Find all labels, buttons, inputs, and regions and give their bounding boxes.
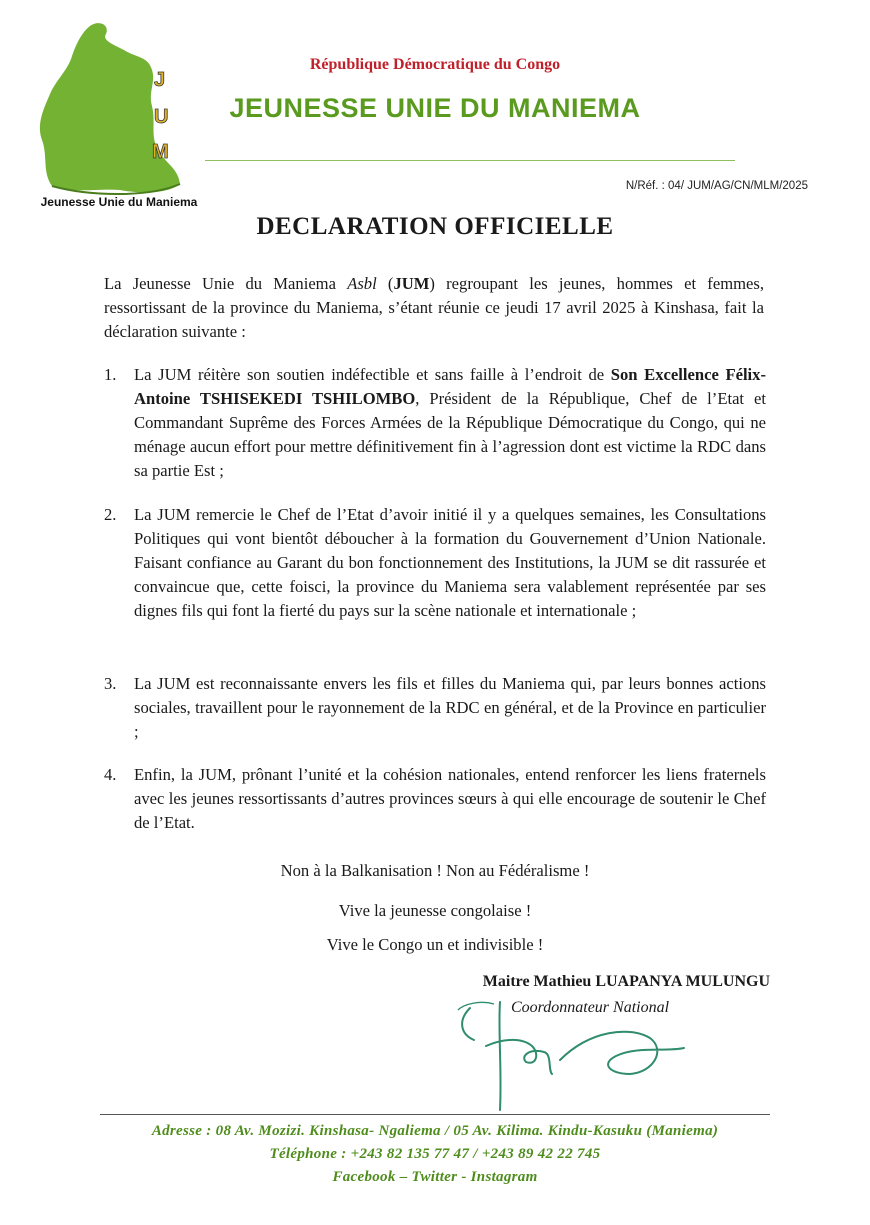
- signer-name: Maitre Mathieu LUAPANYA MULUNGU: [482, 973, 770, 990]
- declaration-item-4: [104, 763, 766, 835]
- item-number: 4.: [104, 765, 117, 784]
- logo-letter-u: U: [154, 106, 169, 128]
- item-text: [134, 363, 766, 483]
- item-number: 3.: [104, 674, 117, 693]
- item-number: 1.: [104, 365, 117, 384]
- intro-jum: JUM: [393, 274, 430, 293]
- header-divider: [205, 160, 735, 161]
- country-name: République Démocratique du Congo: [309, 56, 561, 73]
- item-text-part-2: , Président de la République, Chef de l’Etat et Commandant Suprême des Forces Armées de la République Démocratique du Congo, qui ne ménage aucun effort pour mettre définitivement fin à l’agression dont est victime la RDC dans sa partie Est ;: [134, 389, 766, 480]
- logo-letter-m: M: [152, 141, 169, 163]
- footer-address: Adresse : 08 Av. Mozizi. Kinshasa- Ngaliema / 05 Av. Kilima. Kindu-Kasuku (Maniema): [151, 1123, 719, 1139]
- organization-name: JEUNESSE UNIE DU MANIEMA: [229, 93, 641, 123]
- intro-paragraph: [104, 272, 764, 344]
- declaration-item-2: [104, 503, 766, 623]
- item-number: 2.: [104, 505, 117, 524]
- item-text-part-1: La JUM réitère son soutien indéfectible et sans faille à l’endroit de: [134, 365, 611, 384]
- declaration-item-1: [104, 363, 766, 483]
- logo-caption: Jeunesse Unie du Maniema: [40, 195, 198, 209]
- item-text: La JUM est reconnaissante envers les fils et filles du Maniema qui, par leurs bonnes actions sociales, travaillent pour le rayonnement de la RDC en général, et de la Province en particulier ;: [134, 674, 766, 741]
- logo-letters: [152, 69, 169, 163]
- closing-slogan-3: Vive le Congo un et indivisible !: [326, 935, 544, 954]
- intro-text-2: (: [376, 274, 394, 293]
- footer-phone: Téléphone : +243 82 135 77 47 / +243 89 42 22 745: [269, 1146, 601, 1162]
- item-text: Enfin, la JUM, prônant l’unité et la cohésion nationales, entend renforcer les liens fraternels avec les jeunes ressortissants d’autres provinces sœurs à qui elle encourage de soutenir le Chef de l’Etat.: [134, 765, 766, 832]
- reference-number: N/Réf. : 04/ JUM/AG/CN/MLM/2025: [625, 180, 808, 192]
- declaration-item-3: [104, 672, 766, 744]
- intro-text-3: ) regroupant les jeunes, hommes et femmes, ressortissant de la province du Maniema, s’étant réunie ce jeudi 17 avril 2025 à Kinshasa, fait la déclaration suivante :: [104, 274, 764, 341]
- jum-logo: [28, 18, 208, 213]
- closing-slogan-1: Non à la Balkanisation ! Non au Fédéralisme !: [280, 861, 590, 880]
- item-text: La JUM remercie le Chef de l’Etat d’avoir initié il y a quelques semaines, les Consultations Politiques qui vont bientôt déboucher à la formation du Gouvernement d’Union Nationale. Faisant confiance au Garant du bon fonctionnement des Institutions, la JUM se dit rassurée et convaincue que, cette foisci, la province du Maniema sera valablement représentée par ses dignes fils qui font la fierté du pays sur la scène nationale et internationale ;: [134, 505, 766, 620]
- footer-social-links: Facebook – Twitter - Instagram: [332, 1169, 538, 1185]
- intro-text-1: La Jeunesse Unie du Maniema: [104, 274, 348, 293]
- signer-role: Coordonnateur National: [510, 999, 670, 1016]
- closing-slogan-2: Vive la jeunesse congolaise !: [338, 901, 532, 920]
- footer-divider: [100, 1114, 770, 1115]
- document-title: DECLARATION OFFICIELLE: [256, 213, 614, 240]
- item-president-name: Son Excellence Félix-Antoine TSHISEKEDI TSHILOMBO: [134, 365, 766, 408]
- intro-asbl: Asbl: [347, 274, 377, 293]
- logo-letter-j: J: [154, 69, 166, 91]
